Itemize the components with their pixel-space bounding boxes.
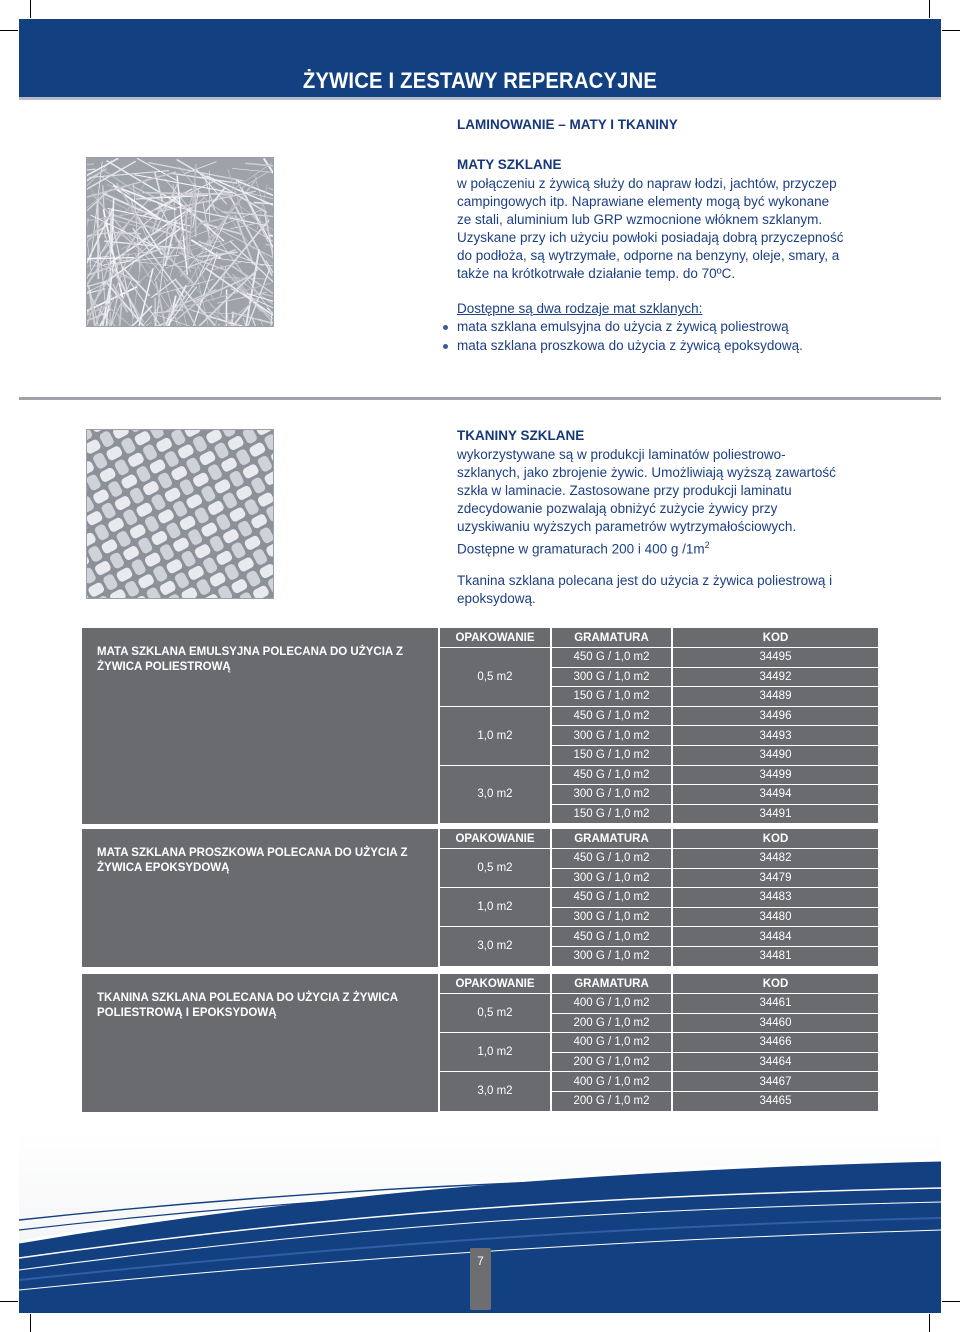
grammage-cell: 450 G / 1,0 m2 xyxy=(552,927,671,946)
cloth-note-line: epoksydową. xyxy=(457,591,536,607)
crop-mark xyxy=(942,1301,960,1302)
package-cell: 3,0 m2 xyxy=(440,927,550,965)
mats-description xyxy=(457,175,867,284)
grammage-cell: 300 G / 1,0 m2 xyxy=(552,869,671,888)
table-header: GRAMATURA xyxy=(552,974,671,993)
package-cell: 3,0 m2 xyxy=(440,1072,550,1110)
product-table xyxy=(82,628,878,824)
list-item xyxy=(440,337,803,356)
grammage-cell: 300 G / 1,0 m2 xyxy=(552,908,671,927)
code-cell: 34481 xyxy=(673,947,878,966)
crop-mark xyxy=(30,0,31,18)
code-cell: 34465 xyxy=(673,1092,878,1111)
cloth-grammage-text: Dostępne w gramaturach 200 i 400 g /1m xyxy=(457,541,705,557)
glass-mat-photo xyxy=(86,157,274,327)
cloth-note xyxy=(457,572,862,608)
table-description: MATA SZKLANA EMULSYJNA POLECANA DO UŻYCIA Z ŻYWICA POLIESTROWĄ xyxy=(97,646,404,673)
table-description: MATA SZKLANA PROSZKOWA POLECANA DO UŻYCIA Z ŻYWICA EPOKSYDOWĄ xyxy=(97,847,408,874)
package-cell: 1,0 m2 xyxy=(440,707,550,765)
package-cell: 1,0 m2 xyxy=(440,1033,550,1071)
cloth-line: zdecydowanie pozwalają obniżyć zużycie żywicy przy xyxy=(457,501,778,517)
code-cell: 34492 xyxy=(673,668,878,687)
table-header: OPAKOWANIE xyxy=(440,829,550,848)
grammage-cell: 200 G / 1,0 m2 xyxy=(552,1092,671,1111)
code-cell: 34493 xyxy=(673,726,878,745)
mats-line: ze stali, aluminium lub GRP wzmocnione włóknem szklanym. xyxy=(457,212,823,228)
bullet-dot xyxy=(443,325,448,330)
code-cell: 34495 xyxy=(673,648,878,667)
table-description-cell xyxy=(82,974,438,1112)
mats-line: Uzyskane przy ich użyciu powłoki posiadają dobrą przyczepność xyxy=(457,230,844,246)
crop-mark xyxy=(942,30,960,31)
code-cell: 34489 xyxy=(673,687,878,706)
code-cell: 34480 xyxy=(673,908,878,927)
bullet-text: mata szklana proszkowa do użycia z żywicą epoksydową. xyxy=(457,337,803,353)
table-header: GRAMATURA xyxy=(552,628,671,647)
cloth-line: szklanych, jako zbrojenie żywic. Umożliwiają wyższą zawartość xyxy=(457,465,836,481)
code-cell: 34484 xyxy=(673,927,878,946)
code-cell: 34461 xyxy=(673,994,878,1013)
grammage-cell: 300 G / 1,0 m2 xyxy=(552,668,671,687)
section-divider xyxy=(19,397,941,400)
package-cell: 0,5 m2 xyxy=(440,994,550,1032)
code-cell: 34466 xyxy=(673,1033,878,1052)
mats-line: do podłoża, są wytrzymałe, odporne na benzyny, oleje, smary, a xyxy=(457,248,840,264)
crop-mark xyxy=(30,1314,31,1332)
table-header: KOD xyxy=(673,628,878,647)
glass-cloth-photo xyxy=(86,429,274,599)
table-header: OPAKOWANIE xyxy=(440,628,550,647)
grammage-cell: 150 G / 1,0 m2 xyxy=(552,805,671,824)
cloth-title: TKANINY SZKLANE xyxy=(457,428,585,443)
product-table xyxy=(82,974,878,1112)
list-item xyxy=(440,318,803,337)
cloth-line: szkła w laminacie. Zastosowane przy produkcji laminatu xyxy=(457,483,792,499)
grammage-cell: 150 G / 1,0 m2 xyxy=(552,687,671,706)
grammage-cell: 450 G / 1,0 m2 xyxy=(552,766,671,785)
superscript: 2 xyxy=(704,540,710,551)
mats-intro: Dostępne są dwa rodzaje mat szklanych: xyxy=(457,301,703,316)
code-cell: 34482 xyxy=(673,849,878,868)
header-rule xyxy=(19,97,941,100)
code-cell: 34483 xyxy=(673,888,878,907)
package-cell: 0,5 m2 xyxy=(440,849,550,887)
table-description-cell xyxy=(82,628,438,824)
crop-mark xyxy=(929,0,930,18)
grammage-cell: 450 G / 1,0 m2 xyxy=(552,849,671,868)
table-header: OPAKOWANIE xyxy=(440,974,550,993)
cloth-note-line: Tkanina szklana polecana jest do użycia z żywica poliestrową i xyxy=(457,573,833,588)
grammage-cell: 150 G / 1,0 m2 xyxy=(552,746,671,765)
grammage-cell: 300 G / 1,0 m2 xyxy=(552,785,671,804)
table-grid xyxy=(440,829,878,967)
crop-mark xyxy=(929,1314,930,1332)
package-cell: 1,0 m2 xyxy=(440,888,550,926)
table-header: KOD xyxy=(673,829,878,848)
code-cell: 34494 xyxy=(673,785,878,804)
grammage-cell: 450 G / 1,0 m2 xyxy=(552,648,671,667)
code-cell: 34496 xyxy=(673,707,878,726)
table-header: GRAMATURA xyxy=(552,829,671,848)
grammage-cell: 300 G / 1,0 m2 xyxy=(552,726,671,745)
crop-mark xyxy=(0,1301,18,1302)
mats-line: campingowych itp. Naprawiane elementy mogą być wykonane xyxy=(457,194,830,210)
code-cell: 34479 xyxy=(673,869,878,888)
cloth-description xyxy=(457,446,862,559)
table-grid xyxy=(440,628,878,824)
page-number-tab xyxy=(470,1248,491,1310)
package-cell: 0,5 m2 xyxy=(440,648,550,706)
mats-title: MATY SZKLANE xyxy=(457,157,562,172)
cloth-grammage-line xyxy=(457,536,862,559)
package-cell: 3,0 m2 xyxy=(440,766,550,824)
grammage-cell: 400 G / 1,0 m2 xyxy=(552,1033,671,1052)
code-cell: 34491 xyxy=(673,805,878,824)
section-title: LAMINOWANIE – MATY I TKANINY xyxy=(457,117,678,132)
grammage-cell: 200 G / 1,0 m2 xyxy=(552,1053,671,1072)
grammage-cell: 450 G / 1,0 m2 xyxy=(552,888,671,907)
page-title: ŻYWICE I ZESTAWY REPERACYJNE xyxy=(302,68,658,93)
code-cell: 34499 xyxy=(673,766,878,785)
mats-line: także na krótkotrwałe działanie temp. do 70ºC. xyxy=(457,266,736,282)
cloth-line: uzyskiwaniu wyższych parametrów wytrzymałościowych. xyxy=(457,519,797,535)
mats-line: w połączeniu z żywicą służy do napraw łodzi, jachtów, przyczep xyxy=(457,176,837,191)
bullet-text: mata szklana emulsyjna do użycia z żywicą poliestrową xyxy=(457,319,789,334)
grammage-cell: 200 G / 1,0 m2 xyxy=(552,1014,671,1033)
page-number: 7 xyxy=(477,1254,484,1268)
grammage-cell: 400 G / 1,0 m2 xyxy=(552,994,671,1013)
table-grid xyxy=(440,974,878,1112)
grammage-cell: 400 G / 1,0 m2 xyxy=(552,1072,671,1091)
mats-bullet-list xyxy=(440,318,803,355)
header-band xyxy=(19,19,941,97)
code-cell: 34464 xyxy=(673,1053,878,1072)
code-cell: 34467 xyxy=(673,1072,878,1091)
table-description: TKANINA SZKLANA POLECANA DO UŻYCIA Z ŻYWICA POLIESTROWĄ I EPOKSYDOWĄ xyxy=(97,992,398,1019)
table-header: KOD xyxy=(673,974,878,993)
product-table xyxy=(82,829,878,967)
table-description-cell xyxy=(82,829,438,967)
code-cell: 34460 xyxy=(673,1014,878,1033)
code-cell: 34490 xyxy=(673,746,878,765)
cloth-line: wykorzystywane są w produkcji laminatów poliestrowo- xyxy=(457,447,786,462)
grammage-cell: 450 G / 1,0 m2 xyxy=(552,707,671,726)
bullet-dot xyxy=(443,344,448,349)
crop-mark xyxy=(0,30,18,31)
grammage-cell: 300 G / 1,0 m2 xyxy=(552,947,671,966)
